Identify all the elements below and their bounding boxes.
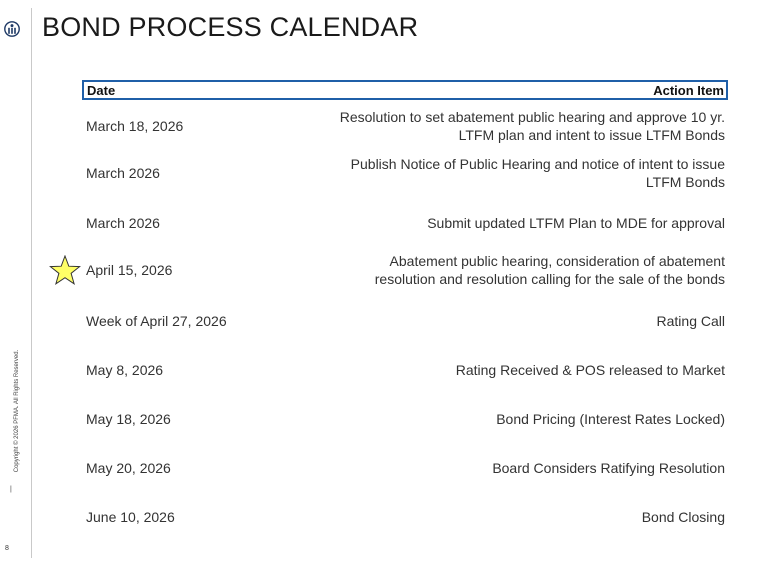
row-date: May 18, 2026 xyxy=(86,411,171,427)
row-action xyxy=(351,155,728,191)
row-action-line: Submit updated LTFM Plan to MDE for approval xyxy=(427,215,725,231)
row-action xyxy=(492,459,728,477)
row-date: March 18, 2026 xyxy=(86,118,184,134)
row-action-line: Bond Closing xyxy=(641,509,725,525)
table-row xyxy=(82,497,728,537)
table-row xyxy=(82,203,728,243)
column-header-date: Date xyxy=(87,82,116,98)
row-action-line: resolution and resolution calling for the sale of the bonds xyxy=(374,271,725,287)
row-date: April 15, 2026 xyxy=(86,262,173,278)
table-row xyxy=(82,106,728,146)
row-action-line: Bond Pricing (Interest Rates Locked) xyxy=(496,411,725,427)
table-row xyxy=(82,350,728,390)
row-action-line: Rating Call xyxy=(656,313,725,329)
row-action-line: LTFM Bonds xyxy=(645,174,725,190)
row-date: March 2026 xyxy=(86,165,160,181)
footer-separator: | xyxy=(10,486,12,493)
row-action-line: Rating Received & POS released to Market xyxy=(455,362,725,378)
table-row xyxy=(82,399,728,439)
page-number: 8 xyxy=(5,545,9,552)
row-action-line: Board Considers Ratifying Resolution xyxy=(492,460,725,476)
copyright-text: Copyright © 2026 PFMA. All Rights Reserved. xyxy=(14,349,20,473)
row-action-line: Resolution to set abatement public hearing and approve 10 yr. xyxy=(339,109,725,125)
table-row xyxy=(82,301,728,341)
page-title: BOND PROCESS CALENDAR xyxy=(42,12,419,42)
row-date: May 20, 2026 xyxy=(86,460,171,476)
row-action-line: LTFM plan and intent to issue LTFM Bonds xyxy=(458,127,725,143)
row-action xyxy=(375,252,728,288)
row-date: Week of April 27, 2026 xyxy=(86,313,227,329)
row-action xyxy=(427,214,728,232)
table-row xyxy=(82,250,728,290)
row-action-line: Abatement public hearing, consideration of abatement xyxy=(389,253,725,269)
row-action xyxy=(456,361,728,379)
row-action xyxy=(642,508,728,526)
row-action xyxy=(657,312,728,330)
row-action xyxy=(340,108,728,144)
table-header xyxy=(82,80,728,100)
table-row xyxy=(82,153,728,193)
row-date: June 10, 2026 xyxy=(86,509,175,525)
table-row xyxy=(82,448,728,488)
left-divider xyxy=(31,8,32,558)
pfm-logo-icon xyxy=(4,21,20,37)
row-action-line: Publish Notice of Public Hearing and notice of intent to issue xyxy=(350,156,725,172)
star-icon xyxy=(49,255,81,286)
row-date: March 2026 xyxy=(86,215,160,231)
column-header-action: Action Item xyxy=(653,82,724,98)
row-date: May 8, 2026 xyxy=(86,362,164,378)
bond-calendar-table xyxy=(82,80,728,100)
row-action xyxy=(496,410,728,428)
